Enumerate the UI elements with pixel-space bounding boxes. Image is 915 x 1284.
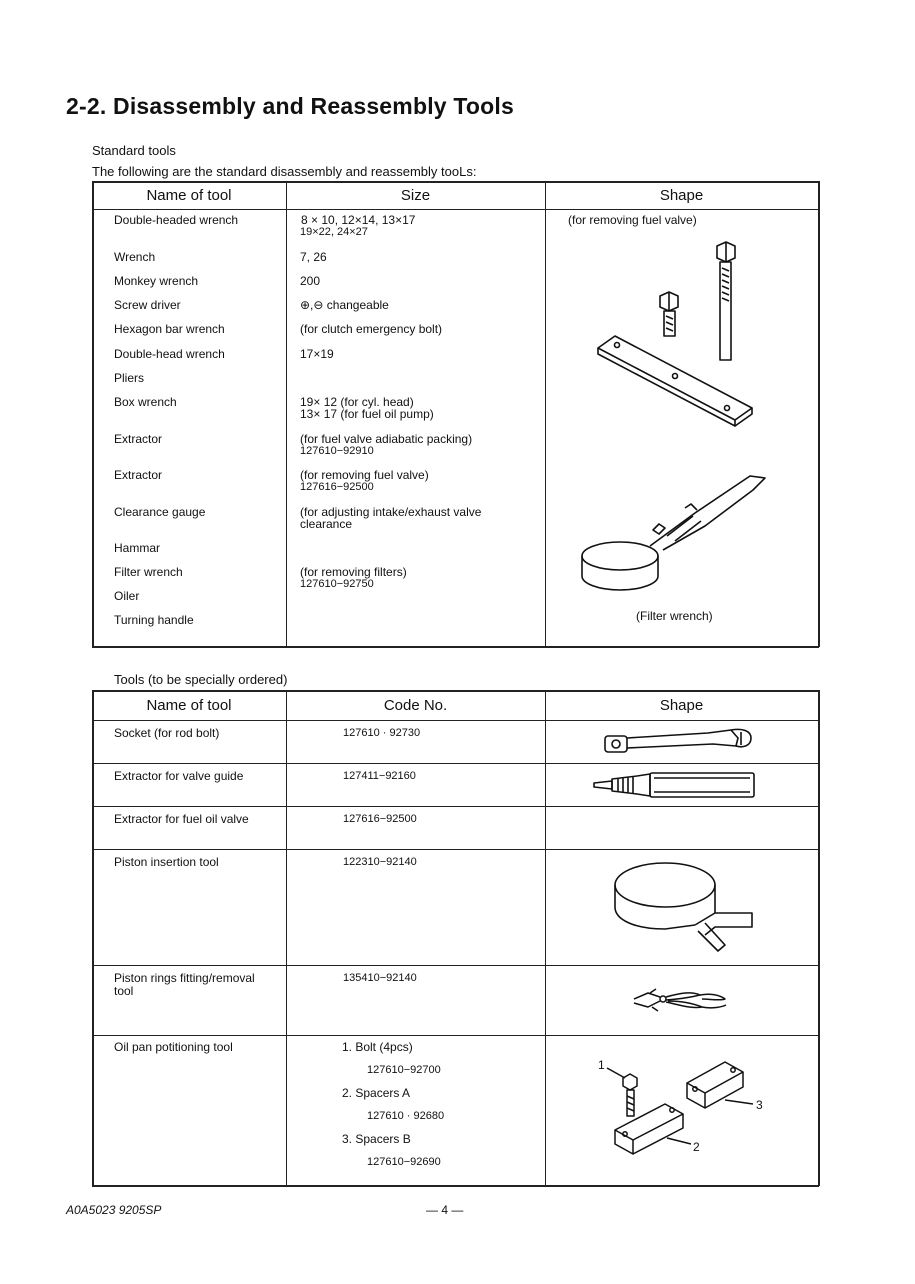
header-name-of-tool: Name of tool xyxy=(146,187,232,204)
tool-name: Filter wrench xyxy=(114,565,183,579)
page-title: 2-2. Disassembly and Reassembly Tools xyxy=(66,93,514,119)
tool-name: Pliers xyxy=(114,371,145,385)
tool-size: (for adjusting intake/exhaust valve xyxy=(300,505,482,519)
tool-size: 19× 12 (for cyl. head) xyxy=(300,395,414,409)
tool-name: Wrench xyxy=(114,250,156,264)
piston-insertion-tool-icon xyxy=(610,855,760,955)
tool-name: Screw driver xyxy=(114,298,181,312)
tool-size: (for fuel valve adiabatic packing) xyxy=(300,432,473,446)
header-code-no: Code No. xyxy=(383,697,448,714)
tool-size: (for removing fuel valve) xyxy=(300,468,429,482)
tool-size-line2: clearance xyxy=(300,517,353,531)
tool-name: Extractor xyxy=(114,468,163,482)
part-label: 1. Bolt (4pcs) xyxy=(342,1040,413,1054)
tool-name: Oiler xyxy=(114,589,140,603)
tool-name: Extractor for fuel oil valve xyxy=(114,812,249,826)
tool-name-line2: tool xyxy=(114,984,134,998)
part-code: 127610 · 92680 xyxy=(367,1110,445,1122)
tool-code: 127616−92500 xyxy=(343,813,417,825)
part-code: 127610−92700 xyxy=(367,1064,441,1076)
tool-name: Piston insertion tool xyxy=(114,855,219,869)
socket-wrench-icon xyxy=(603,726,758,758)
tool-name: Double-headed wrench xyxy=(114,213,239,227)
tool-name: Box wrench xyxy=(114,395,177,409)
standard-tools-heading: Standard tools xyxy=(92,143,176,158)
tool-name: Piston rings fitting/removal xyxy=(114,971,255,985)
tool-code: 135410−92140 xyxy=(343,972,417,984)
tool-name: Clearance gauge xyxy=(114,505,206,519)
tool-name: Extractor for valve guide xyxy=(114,769,244,783)
tool-code: 127411−92160 xyxy=(343,770,416,782)
tool-code: 127610 · 92730 xyxy=(343,727,421,739)
fuel-valve-extractor-icon xyxy=(590,238,770,438)
tool-code: 122310−92140 xyxy=(343,856,417,868)
shape-caption-fuel-valve: (for removing fuel valve) xyxy=(568,213,697,227)
tool-name: Turning handle xyxy=(114,613,194,627)
tool-size-line2: 127610−92910 xyxy=(300,445,374,457)
tool-name: Double-head wrench xyxy=(114,347,225,361)
part-code: 127610−92690 xyxy=(367,1156,441,1168)
tool-size: 200 xyxy=(300,274,321,288)
tool-name: Extractor xyxy=(114,432,163,446)
valve-guide-extractor-icon xyxy=(592,770,762,800)
header-shape: Shape xyxy=(659,697,704,714)
tool-size: 7, 26 xyxy=(300,250,327,264)
filter-wrench-icon xyxy=(575,468,775,608)
piston-ring-pliers-icon xyxy=(630,985,730,1015)
tool-name: Monkey wrench xyxy=(114,274,199,288)
header-shape: Shape xyxy=(659,187,704,204)
tool-name: Hexagon bar wrench xyxy=(114,322,225,336)
header-name-of-tool: Name of tool xyxy=(146,697,232,714)
part-label: 2. Spacers A xyxy=(342,1086,411,1100)
tool-size: 17×19 xyxy=(300,347,334,361)
tool-name: Socket (for rod bolt) xyxy=(114,726,220,740)
tool-size: 8 × 10, 12×14, 13×17 xyxy=(301,213,416,227)
special-tools-heading: Tools (to be specially ordered) xyxy=(114,672,288,687)
tool-size: (for clutch emergency bolt) xyxy=(300,322,443,336)
standard-tools-intro: The following are the standard disassembly and reassembly tooLs: xyxy=(92,164,477,179)
callout-2: 2 xyxy=(693,1140,700,1154)
header-size: Size xyxy=(400,187,431,204)
shape-caption-filter-wrench: (Filter wrench) xyxy=(636,609,713,623)
callout-1: 1 xyxy=(598,1058,605,1072)
document-code: A0A5023 9205SP xyxy=(66,1203,162,1217)
part-label: 3. Spacers B xyxy=(342,1132,411,1146)
tool-size: (for removing filters) xyxy=(300,565,407,579)
tool-size: ⊕,⊖ changeable xyxy=(300,298,389,312)
tool-name: Oil pan potitioning tool xyxy=(114,1040,233,1054)
page-number: — 4 — xyxy=(426,1203,464,1217)
tool-size-line2: 19×22, 24×27 xyxy=(300,226,368,238)
callout-3: 3 xyxy=(756,1098,763,1112)
tool-size-line2: 13× 17 (for fuel oil pump) xyxy=(300,407,434,421)
tool-name: Hammar xyxy=(114,541,161,555)
oil-pan-positioning-tool-icon xyxy=(595,1058,770,1158)
tool-size-line2: 127616−92500 xyxy=(300,481,374,493)
tool-size-line2: 127610−92750 xyxy=(300,578,374,590)
